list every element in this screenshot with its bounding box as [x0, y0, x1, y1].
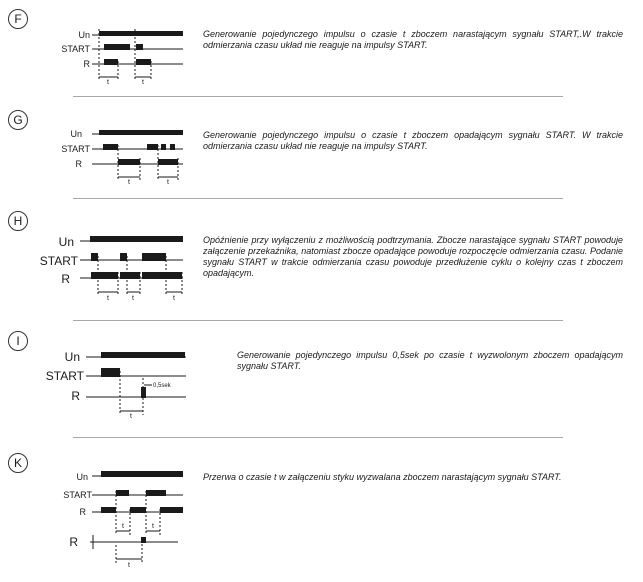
- mode-k-section: [0, 446, 643, 567]
- signal-label-r: R: [61, 272, 70, 286]
- relay-pulse: [101, 507, 116, 513]
- relay-pulse: [142, 272, 182, 279]
- timing-diagram: [0, 461, 200, 582]
- relay-pulse: [158, 159, 178, 165]
- timing-diagram: [0, 125, 200, 215]
- time-label: t: [152, 523, 154, 530]
- relay-pulse: [160, 507, 183, 513]
- signal-label-start: START: [61, 44, 90, 54]
- signal-label-r: R: [69, 535, 78, 549]
- mode-letter-badge: I: [8, 331, 28, 351]
- relay-pulse: [141, 387, 146, 398]
- start-pulse: [101, 368, 120, 377]
- section-divider: [73, 437, 563, 438]
- signal-label-start: START: [39, 254, 78, 268]
- un-signal-bar: [99, 130, 183, 135]
- time-label: t: [132, 295, 134, 302]
- mode-description: Generowanie pojedynczego impulsu 0,5sek po czasie t wyzwolonym zboczem opadającym sygnału START.: [237, 350, 623, 371]
- un-signal-bar: [101, 352, 185, 358]
- timing-diagram: [0, 343, 200, 443]
- un-signal-bar: [99, 31, 183, 36]
- time-label: t: [130, 413, 132, 420]
- signal-label-r: R: [71, 389, 80, 403]
- time-label: t: [122, 523, 124, 530]
- section-divider: [73, 96, 563, 97]
- time-label: t: [167, 179, 169, 186]
- start-pulse: [161, 144, 166, 150]
- start-pulse: [146, 490, 166, 496]
- start-pulse: [142, 253, 166, 261]
- mode-letter-badge: H: [8, 211, 28, 231]
- signal-label-un: Un: [78, 30, 90, 40]
- time-label: t: [173, 295, 175, 302]
- relay-pulse: [118, 159, 140, 165]
- mode-description: Generowanie pojedynczego impulsu o czasie t zboczem opadającym sygnału START. W trakcie odmierzania czasu układ nie reaguje na impulsy START.: [203, 130, 623, 151]
- start-pulse: [136, 44, 143, 50]
- mode-letter-badge: G: [8, 110, 28, 130]
- start-pulse: [116, 490, 129, 496]
- time-label: t: [107, 295, 109, 302]
- relay-pulse: [141, 537, 146, 543]
- start-pulse: [103, 144, 118, 150]
- time-label: t: [128, 562, 130, 569]
- timing-diagram: [0, 25, 200, 115]
- signal-label-start: START: [61, 144, 90, 154]
- signal-label-r: R: [75, 159, 82, 169]
- section-divider: [73, 320, 563, 321]
- start-pulse: [91, 253, 98, 261]
- signal-label-start: START: [63, 490, 92, 500]
- start-pulse: [170, 144, 175, 150]
- section-divider: [73, 198, 563, 199]
- un-signal-bar: [90, 236, 183, 242]
- relay-pulse: [136, 59, 151, 65]
- signal-label-start: START: [45, 369, 84, 383]
- time-label: t: [142, 79, 144, 86]
- time-label: t: [107, 79, 109, 86]
- signal-label-un: Un: [58, 235, 74, 249]
- mode-letter-badge: K: [8, 453, 28, 473]
- start-pulse: [147, 144, 158, 150]
- signal-label-un: Un: [70, 129, 82, 139]
- mode-f-section: [0, 0, 643, 108]
- mode-g-section: [0, 108, 643, 200]
- signal-label-un: Un: [64, 350, 80, 364]
- signal-label-un: Un: [76, 472, 88, 482]
- pulse-duration-label: 0,5sek: [153, 383, 171, 389]
- relay-pulse: [104, 59, 118, 65]
- relay-pulse: [91, 272, 118, 279]
- mode-description: Opóźnienie przy wyłączeniu z możliwością podtrzymania. Zbocze narastające sygnału START powoduje załączenie przekaźnika, natomiast zbocze opadające powoduje rozpoczęcie odmierzania czasu. Podanie sygnału START w trakcie odmierzania czasu powoduje przedłużenie cyklu o kolejny czas t zboczem opadającym.: [203, 235, 623, 278]
- relay-pulse: [120, 272, 140, 279]
- mode-letter-badge: F: [8, 9, 28, 29]
- start-pulse: [104, 44, 130, 50]
- mode-h-section: [0, 208, 643, 316]
- timing-diagram: [0, 226, 200, 326]
- relay-pulse: [130, 507, 146, 513]
- signal-label-r: R: [83, 59, 90, 69]
- time-label: t: [128, 179, 130, 186]
- mode-description: Przerwa o czasie t w załączeniu styku wyzwalana zboczem narastającym sygnału START.: [203, 472, 562, 482]
- signal-label-r: R: [79, 507, 86, 517]
- mode-description: Generowanie pojedynczego impulsu o czasie t zboczem narastającym sygnału START,.W trakcie odmierzania czasu układ nie reaguje na impulsy START.: [203, 29, 623, 50]
- un-signal-bar: [101, 471, 183, 477]
- mode-i-section: [0, 328, 643, 436]
- start-pulse: [120, 253, 127, 261]
